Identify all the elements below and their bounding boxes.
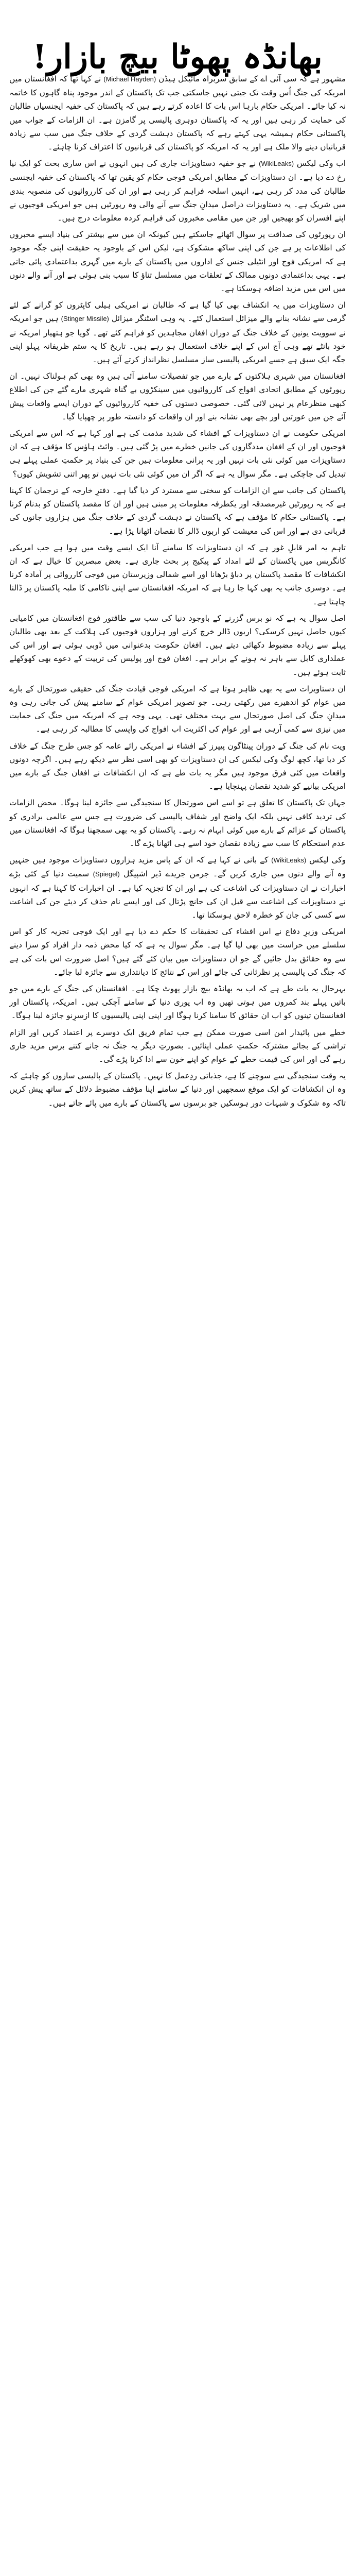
paragraph: وکی لیکس (WikiLeaks) کے بانی نے کہا ہے کہ ان کے پاس مزید ہزاروں دستاویزات موجود ہیں جنہیں وہ آنے والے دنوں میں جاری کریں گے۔ جرمن جریدے ڈیر اشپیگل (Spiegel) سمیت دنیا کے کئی بڑے اخبارات نے ان دستاویزات کی اشاعت کی ہے اور ان کا تجزیہ کیا ہے۔ ان اخبارات کا کہنا ہے کہ انہوں نے دستاویزات کی اشاعت سے قبل ان کی جانچ پڑتال کی اور ایسے نام حذف کر دیئے جن کی اشاعت سے کسی کی جان کو خطرہ لاحق ہوسکتا تھا۔ [9,855,346,920]
paragraph: خطے میں پائیدار امن اسی صورت ممکن ہے جب تمام فریق ایک دوسرے پر اعتماد کریں اور الزام تراشی کے بجائے مشترکہ حکمتِ عملی اپنائیں۔ بصورتِ دیگر یہ جنگ نہ جانے کتنے برس مزید جاری رہے گی اور اس کی قیمت خطے کے عوام کو اپنے خون سے ادا کرنا پڑے گی۔ [9,1027,346,1064]
paragraph: جہاں تک پاکستان کا تعلق ہے تو اسے اس صورتحال کا سنجیدگی سے جائزہ لینا ہوگا۔ محض الزامات کی تردید کافی نہیں بلکہ ایک واضح اور شفاف پالیسی کی ضرورت ہے جس سے عالمی برادری کو پاکستان کے عزائم کے بارے میں کوئی ابہام نہ رہے۔ پاکستان کو یہ بھی سمجھنا ہوگا کہ افغانستان میں عدم استحکام کا سب سے زیادہ نقصان خود اسے ہی اٹھانا پڑے گا۔ [9,798,346,848]
paragraph: یہ وقت سنجیدگی سے سوچنے کا ہے، جذباتی ردِعمل کا نہیں۔ پاکستان کے پالیسی سازوں کو چاہئے کہ وہ ان انکشافات کو ایک موقع سمجھیں اور دنیا کے سامنے اپنا مؤقف مضبوط دلائل کے ساتھ پیش کریں تاکہ وہ شکوک و شبہات دور ہوسکیں جو برسوں سے پاکستان کے بارے میں پائے جاتے ہیں۔ [9,1071,346,1108]
paragraph: اب وکی لیکس (WikiLeaks) نے جو خفیہ دستاویزات جاری کی ہیں انہوں نے اس ساری بحث کو ایک نیا رخ دے دیا ہے۔ ان دستاویزات کے مطابق امریکی فوجی حکام کو یقین تھا کہ پاکستان کی خفیہ ایجنسی طالبان کی مدد کر رہی ہے، انہیں اسلحہ فراہم کر رہی ہے اور ان کی کارروائیوں کی منصوبہ بندی میں شریک ہے۔ یہ دستاویزات دراصل میدانِ جنگ سے آنے والی وہ رپورٹیں ہیں جو امریکی فوجیوں نے اپنے افسران کو بھیجیں اور جن میں مقامی مخبروں کی فراہم کردہ معلومات درج ہیں۔ [9,159,346,223]
paragraph: ان رپورٹوں کی صداقت پر سوال اٹھائے جاسکتے ہیں کیونکہ ان میں سے بیشتر کی بنیاد ایسے مخبروں کی اطلاعات پر ہے جن کی اپنی ساکھ مشکوک ہے، لیکن اس کے باوجود یہ حقیقت اپنی جگہ موجود ہے کہ امریکی فوج اور انٹیلی جنس کے اداروں میں پاکستان کے بارے میں گہری بداعتمادی پائی جاتی ہے۔ یہی بداعتمادی دونوں ممالک کے تعلقات میں مسلسل تناؤ کا سبب بنی ہوئی ہے اور آنے والے دنوں میں اس میں مزید اضافہ ہوسکتا ہے۔ [9,230,346,294]
paragraph: ان دستاویزات میں یہ انکشاف بھی کیا گیا ہے کہ طالبان نے امریکی ہیلی کاپٹروں کو گرانے کے لئے گرمی سے نشانہ بنانے والے میزائل استعمال کئے۔ یہ وہی اسٹنگر میزائل (Stinger Missile) ہیں جو امریکہ نے سوویت یونین کے خلاف جنگ کے دوران افغان مجاہدین کو فراہم کئے تھے۔ گویا جو ہتھیار امریکہ نے خود بانٹے تھے وہی آج اس کے اپنے خلاف استعمال ہو رہے ہیں۔ تاریخ کا یہ ستم ظریفانہ پہلو اپنی جگہ ایک سبق ہے جسے امریکی پالیسی ساز مسلسل نظرانداز کرتے آئے ہیں۔ [9,300,346,365]
column-title: بھانڈہ پھوٹا بیچ بازار! [32,37,323,76]
paragraph: بہرحال یہ بات طے ہے کہ اب یہ بھانڈہ بیچ بازار پھوٹ چکا ہے۔ افغانستان کی جنگ کے بارے میں جو باتیں پہلے بند کمروں میں ہوتی تھیں وہ اب پوری دنیا کے سامنے آچکی ہیں۔ امریکہ، پاکستان اور افغانستان تینوں کو اب ان حقائق کا سامنا کرنا ہوگا اور اپنی اپنی پالیسیوں کا ازسرِنو جائزہ لینا ہوگا۔ [9,984,346,1021]
paragraph: افغانستان میں شہری ہلاکتوں کے بارے میں جو تفصیلات سامنے آئی ہیں وہ بھی کم ہولناک نہیں۔ ان رپورٹوں کے مطابق اتحادی افواج کی کارروائیوں میں سینکڑوں بے گناہ شہری مارے گئے جن کی اطلاع کبھی منظرعام پر نہیں لائی گئی۔ خصوصی دستوں کی خفیہ کارروائیوں کے دوران ایسے واقعات پیش آئے جن میں عورتیں اور بچے بھی نشانہ بنے اور ان واقعات کو دانستہ طور پر چھپایا گیا۔ [9,371,346,421]
inline-english-name: (Michael Hayden) [103,75,156,83]
paragraph: اصل سوال یہ ہے کہ نو برس گزرنے کے باوجود دنیا کی سب سے طاقتور فوج افغانستان میں کامیابی کیوں حاصل نہیں کرسکی؟ اربوں ڈالر خرچ کرنے اور ہزاروں فوجیوں کی ہلاکت کے بعد بھی طالبان پہلے سے زیادہ مضبوط دکھائی دیتے ہیں۔ افغان حکومت بدعنوانی میں ڈوبی ہوئی ہے اور اس کی عملداری کابل سے باہر نہ ہونے کے برابر ہے۔ افغان فوج اور پولیس کی تربیت کے دعوے بھی کھوکھلے ثابت ہوئے ہیں۔ [9,613,346,677]
paragraph: پاکستان کی جانب سے ان الزامات کو سختی سے مسترد کر دیا گیا ہے۔ دفترِ خارجہ کے ترجمان کا کہنا ہے کہ یہ رپورٹیں غیرمصدقہ اور یکطرفہ معلومات پر مبنی ہیں اور ان کا مقصد پاکستان کو بدنام کرنا ہے۔ پاکستانی حکام کا مؤقف ہے کہ پاکستان نے دہشت گردی کے خلاف جنگ میں ہزاروں جانوں کی قربانی دی ہے اور اس کی معیشت کو اربوں ڈالر کا نقصان اٹھانا پڑا ہے۔ [9,485,346,536]
paragraph: امریکی حکومت نے ان دستاویزات کے افشاء کی شدید مذمت کی ہے اور کہا ہے کہ اس سے امریکی فوجیوں اور ان کے افغان مددگاروں کی جانیں خطرے میں پڑ گئی ہیں۔ وائٹ ہاؤس کا مؤقف ہے کہ ان دستاویزات میں کوئی نئی بات نہیں اور یہ پرانی معلومات ہیں جن کی بنیاد پر حکمتِ عملی پہلے ہی تبدیل کی جاچکی ہے۔ مگر سوال یہ ہے کہ اگر ان میں کوئی نئی بات نہیں تو پھر اتنی تشویش کیوں؟ [9,429,346,479]
inline-english-name: (WikiLeaks) [271,856,307,865]
inline-english-name: (Stinger Missile) [61,315,109,323]
paragraph: ویت نام کی جنگ کے دوران پینٹاگون پیپرز کے افشاء نے امریکی رائے عامہ کو جس طرح جنگ کے خلاف کر دیا تھا، کچھ لوگ وکی لیکس کی ان دستاویزات کو بھی اسی نظر سے دیکھ رہے ہیں۔ اگرچہ دونوں واقعات میں کئی فرق موجود ہیں مگر یہ بات طے ہے کہ ان انکشافات نے افغان جنگ کے بارے میں امریکی بیانیے کو شدید نقصان پہنچایا ہے۔ [9,741,346,791]
inline-english-name: (WikiLeaks) [259,160,294,168]
paragraph: امریکی وزیرِ دفاع نے اس افشاء کی تحقیقات کا حکم دے دیا ہے اور ایک فوجی تجزیہ کار کو اس سلسلے میں حراست میں بھی لیا گیا ہے۔ مگر سوال یہ ہے کہ کیا محض ذمہ دار افراد کو سزا دینے سے وہ حقائق بدل جائیں گے جو ان دستاویزات میں بیان کئے گئے ہیں؟ اصل ضرورت اس بات کی ہے کہ جنگ کی پالیسی پر نظرثانی کی جائے اور اس کے نتائج کا دیانتداری سے جائزہ لیا جائے۔ [9,927,346,977]
paragraph: ان دستاویزات سے یہ بھی ظاہر ہوتا ہے کہ امریکی فوجی قیادت جنگ کی حقیقی صورتحال کے بارے میں عوام کو اندھیرے میں رکھتی رہی۔ جو تصویر امریکی عوام کے سامنے پیش کی جاتی رہی وہ میدانِ جنگ کی اصل صورتحال سے بہت مختلف تھی۔ یہی وجہ ہے کہ امریکہ میں جنگ کی حمایت میں تیزی سے کمی آرہی ہے اور عوام کی اکثریت اب افواج کی واپسی کا مطالبہ کر رہی ہے۔ [9,684,346,734]
article-body [9,72,346,2576]
paragraph: تاہم یہ امر قابلِ غور ہے کہ ان دستاویزات کا سامنے آنا ایک ایسے وقت میں ہوا ہے جب امریکی کانگریس میں پاکستان کے لئے امداد کے پیکیج پر بحث جاری ہے۔ بعض مبصرین کا خیال ہے کہ ان انکشافات کا مقصد پاکستان پر دباؤ بڑھانا اور اسے شمالی وزیرستان میں فوجی کارروائی پر آمادہ کرنا ہے۔ دوسری جانب یہ بھی کہا جا رہا ہے کہ امریکہ افغانستان سے اپنی ناکامی کا ملبہ پاکستان پر ڈالنا چاہتا ہے۔ [9,543,346,606]
paragraph: مشہور ہے کہ سی آئی اے کے سابق سربراہ مائیکل ہیڈن (Michael Hayden) نے کہا تھا کہ افغانستان میں امریکہ کی جنگ اُس وقت تک جیتی نہیں جاسکتی جب تک پاکستان کے اندر موجود پناہ گاہوں کا خاتمہ نہ کیا جائے۔ امریکی حکام بارہا اس بات کا اعادہ کرتے رہے ہیں کہ پاکستان کی خفیہ ایجنسیاں طالبان کی حمایت کر رہی ہیں اور یہ کہ پاکستان دوہری پالیسی پر گامزن ہے۔ ان الزامات کے جواب میں پاکستانی حکام ہمیشہ یہی کہتے رہے کہ پاکستان دہشت گردی کے خلاف جنگ میں سب سے زیادہ قربانیاں دینے والا ملک ہے اور یہ کہ امریکہ کو پاکستان کی قربانیوں کا اعتراف کرنا چاہئے۔ [9,74,346,152]
inline-english-name: (Spiegel) [93,870,120,878]
